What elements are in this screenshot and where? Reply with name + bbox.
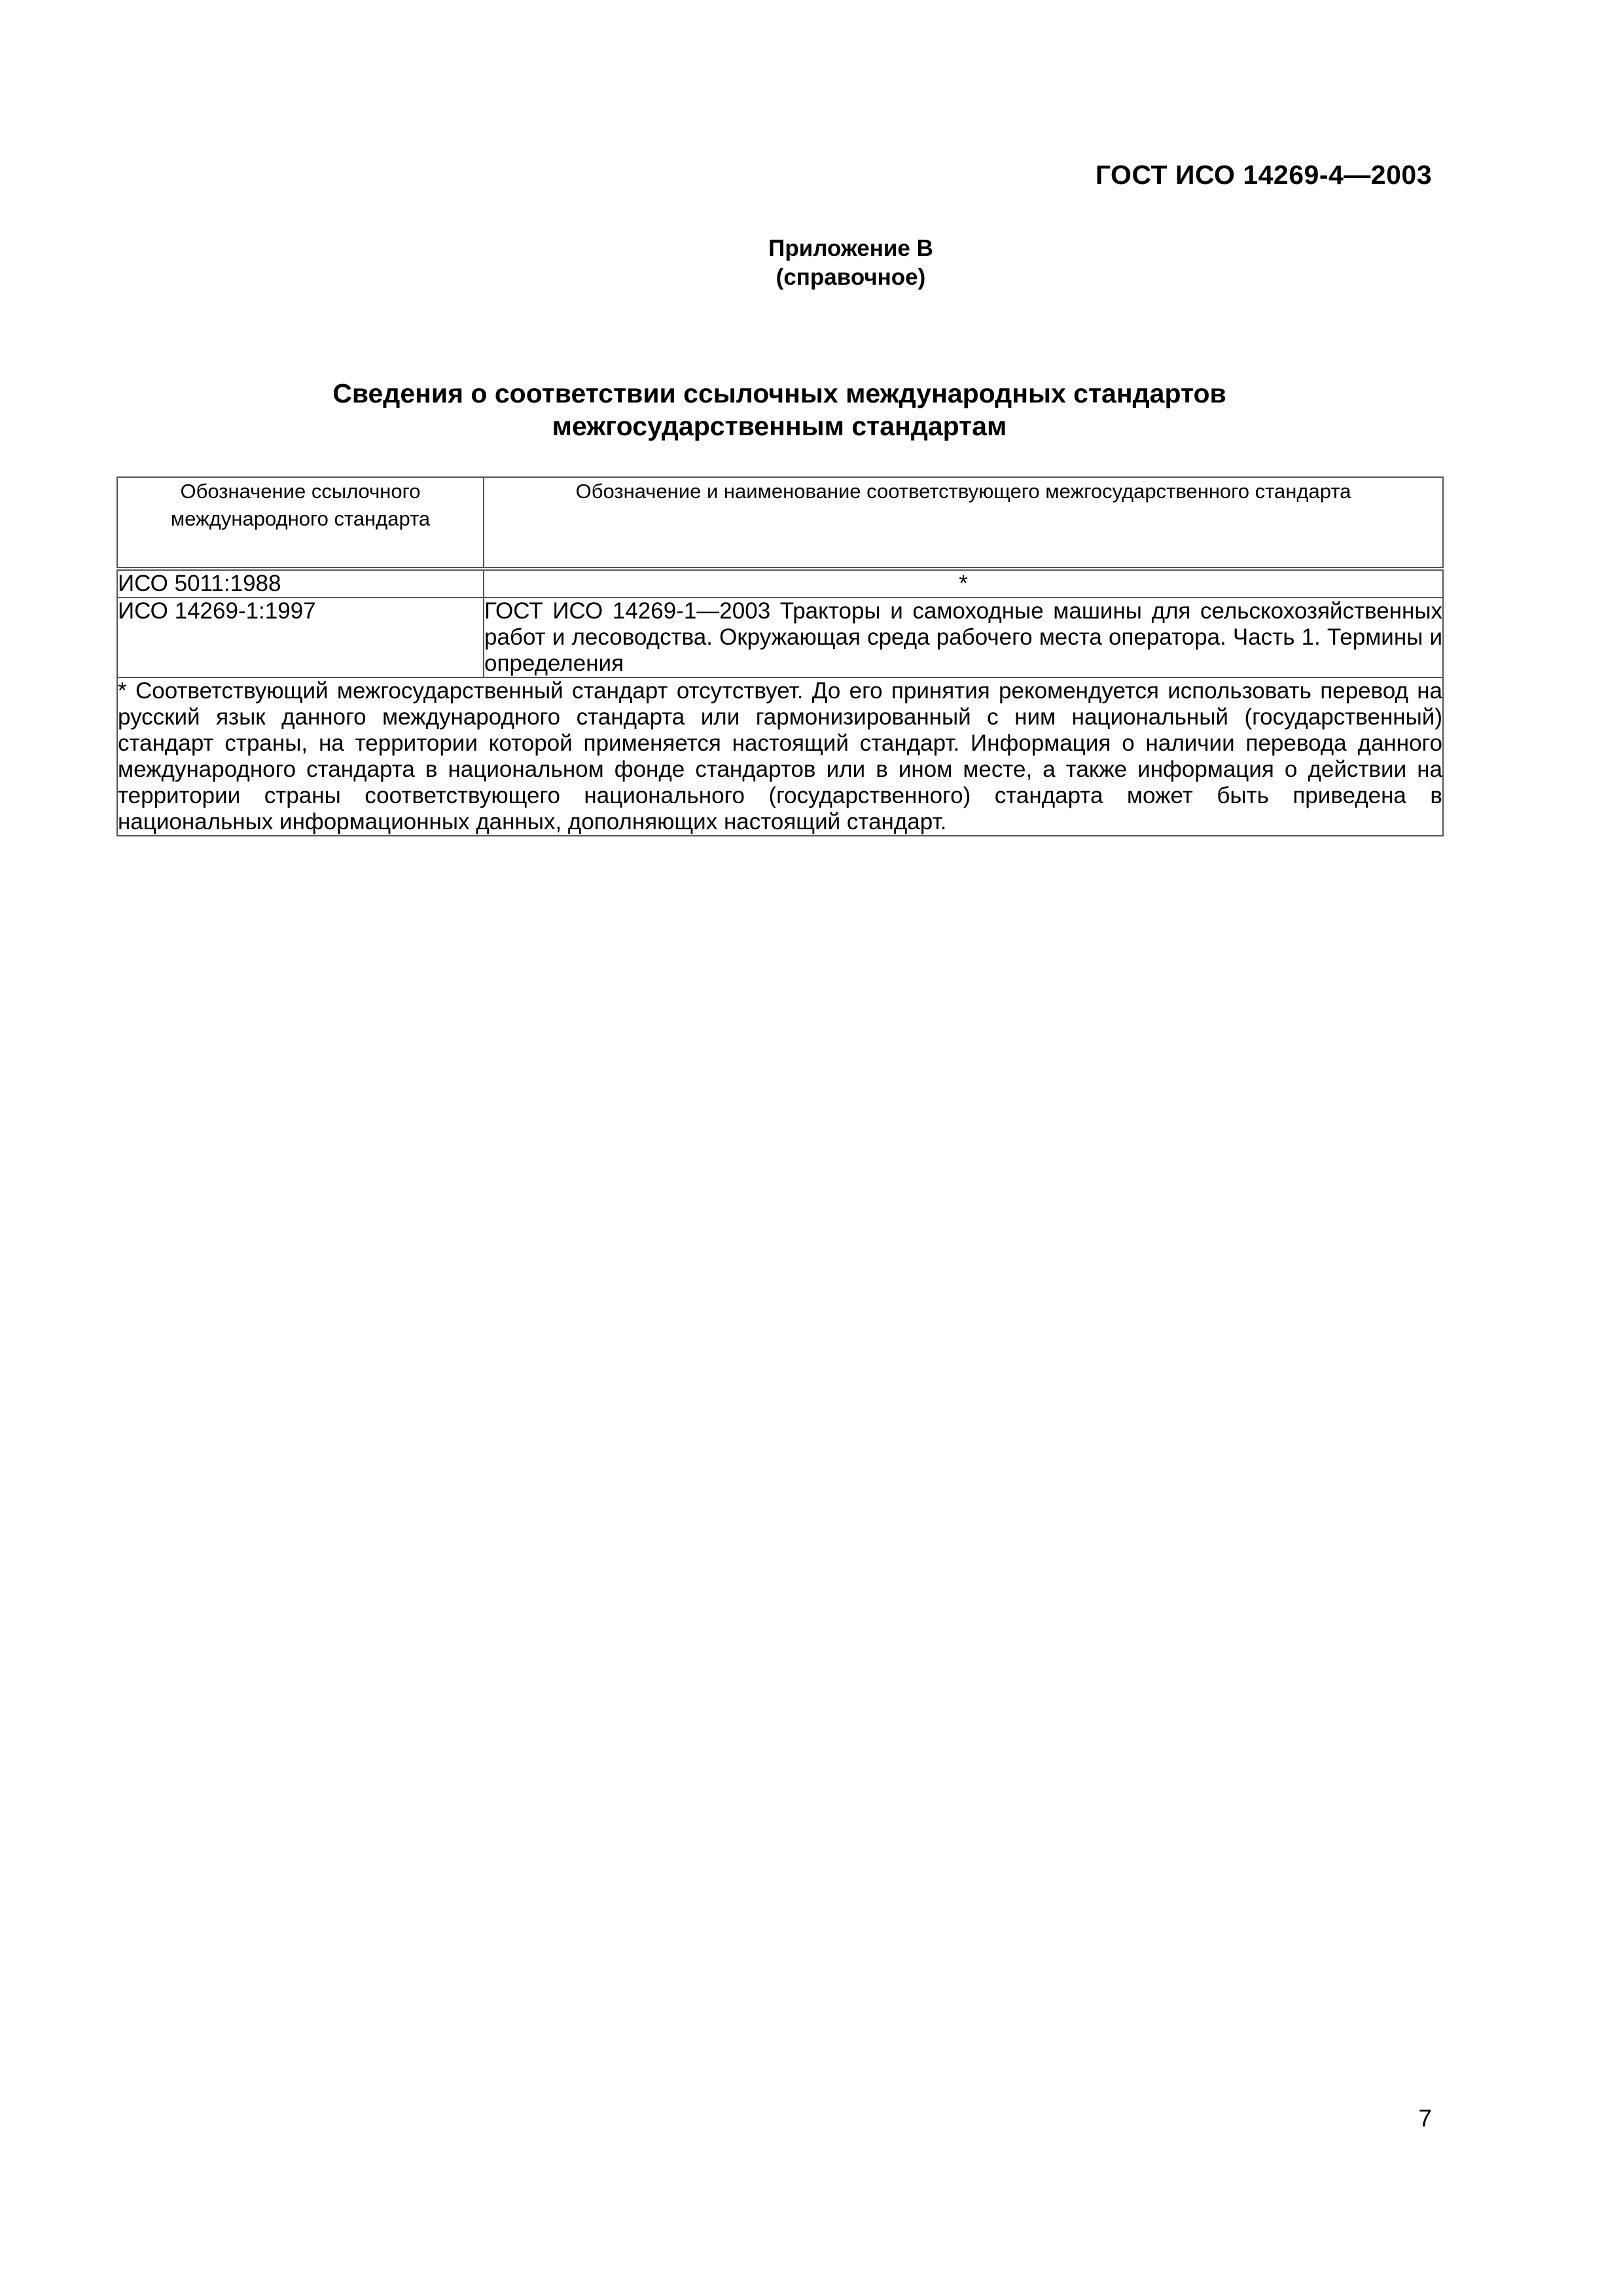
standards-correspondence-table bbox=[116, 476, 1444, 836]
table-footnote: * Соответствующий межгосударственный стандарт отсутствует. До его принятия рекомендуется использовать перевод на русский язык данного международного стандарта или гармонизированный с ним национальный (государственный) стандарт страны, на территории которой применяется настоящий стандарт. Информация о наличии перевода данного международного стандарта в национальном фонде стандартов или в ином месте, а также информация о действии на территории страны соответствующего национального (государственного) стандарта может быть приведена в национальных информационных данных, дополняющих настоящий стандарт. bbox=[118, 678, 1442, 834]
document-code: ГОСТ ИСО 14269-4—2003 bbox=[1095, 160, 1432, 190]
annex-kind: (справочное) bbox=[776, 264, 926, 290]
equiv-standard-cell: * bbox=[484, 569, 1443, 598]
table-row bbox=[117, 598, 1443, 677]
header-equiv-standard: Обозначение и наименование соответствующего межгосударственного стандарта bbox=[484, 477, 1443, 569]
table-header-row bbox=[117, 477, 1443, 569]
section-title-line-1: Сведения о соответствии ссылочных международных стандартов bbox=[332, 378, 1226, 408]
section-title-line-2: межгосударственным стандартам bbox=[552, 411, 1007, 441]
ref-standard-cell: ИСО 14269-1:1997 bbox=[117, 598, 484, 677]
annex-title: Приложение В bbox=[768, 236, 933, 261]
table-row bbox=[117, 569, 1443, 598]
header-ref-standard: Обозначение ссылочного международного стандарта bbox=[117, 477, 484, 569]
equiv-standard-cell: ГОСТ ИСО 14269-1—2003 Тракторы и самоходные машины для сельскохозяйственных работ и лесоводства. Окружающая среда рабочего места оператора. Часть 1. Термины и определения bbox=[484, 598, 1442, 676]
ref-standard-cell: ИСО 5011:1988 bbox=[117, 569, 484, 598]
page-number: 7 bbox=[1418, 2105, 1432, 2132]
footnote-row bbox=[117, 677, 1443, 836]
annex-heading bbox=[0, 234, 1623, 292]
section-title bbox=[116, 377, 1442, 442]
